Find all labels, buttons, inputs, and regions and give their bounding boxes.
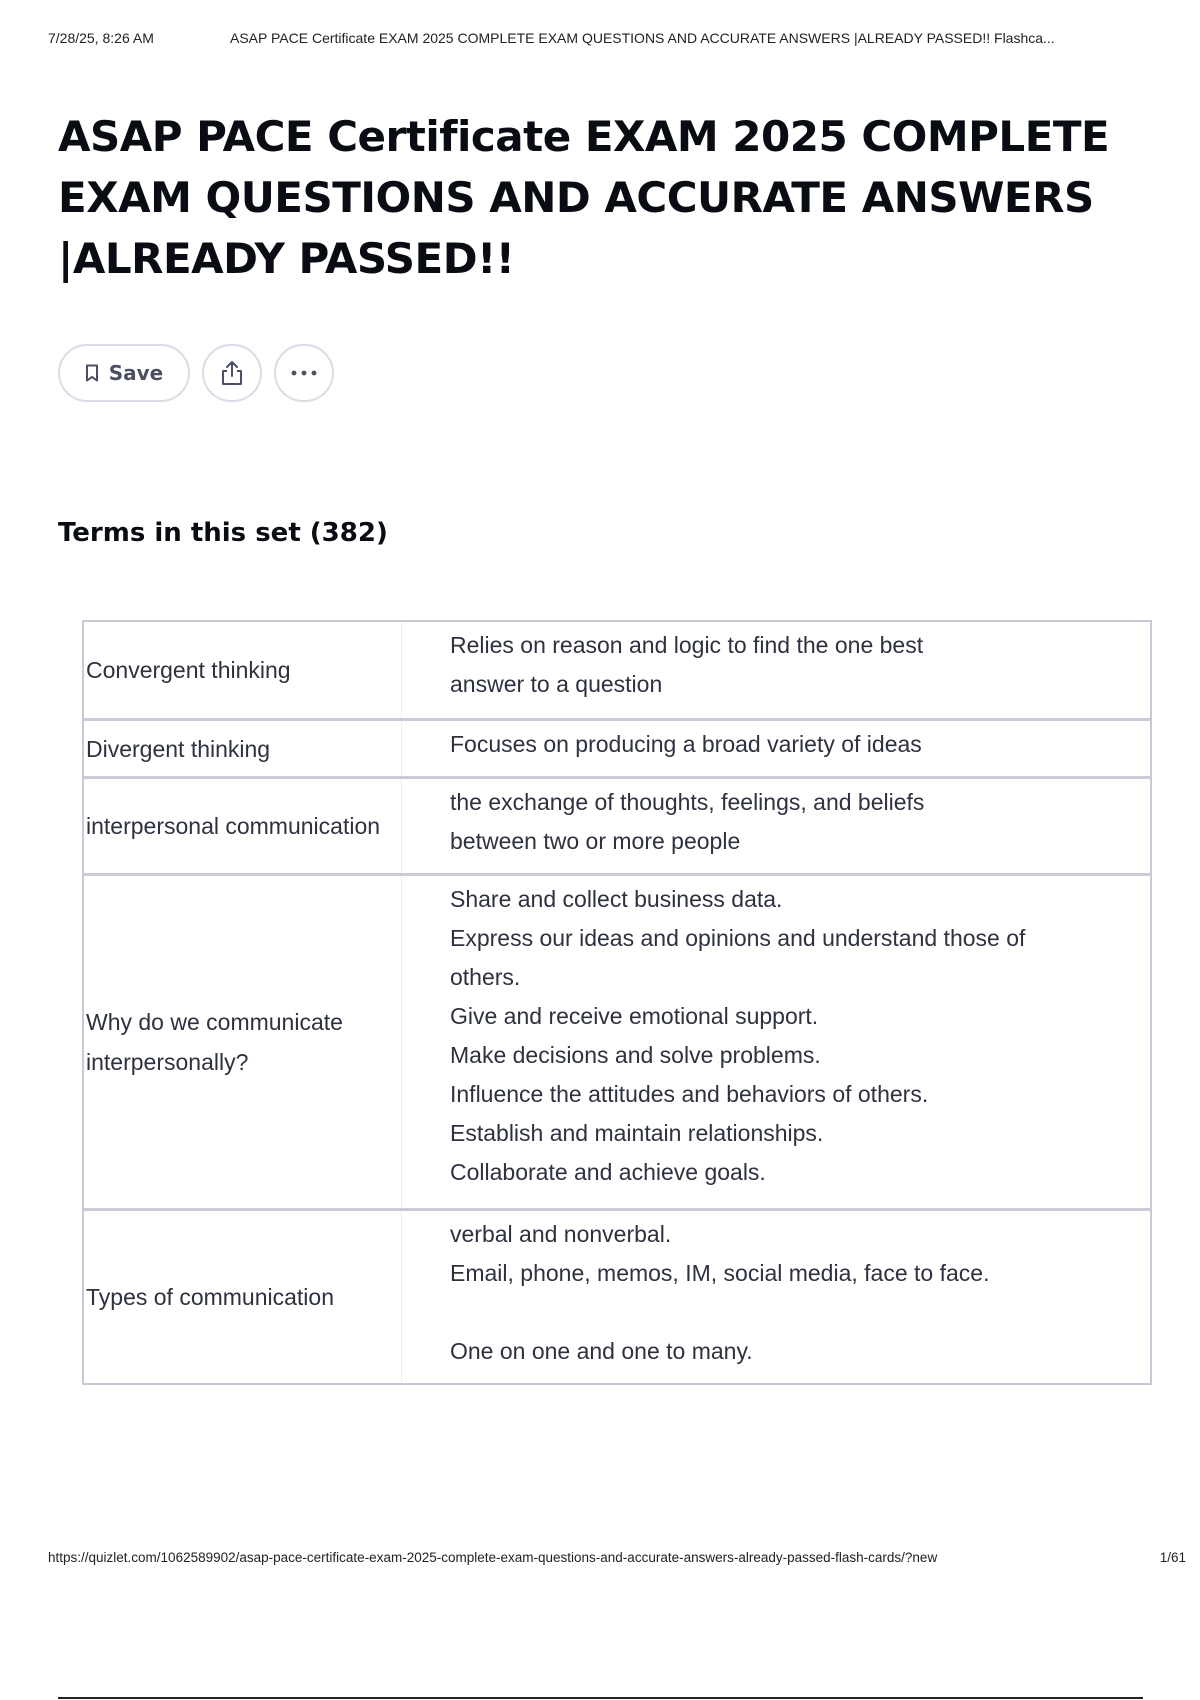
definition-line: the exchange of thoughts, feelings, and beliefs between two or more people bbox=[450, 789, 925, 854]
definition-line: Make decisions and solve problems. bbox=[450, 1042, 821, 1068]
definition-text bbox=[402, 1211, 1150, 1383]
term-row bbox=[84, 776, 1150, 873]
term-text: Types of communication bbox=[84, 1211, 402, 1383]
definition-line: Share and collect business data. bbox=[450, 886, 783, 912]
term-row bbox=[84, 622, 1150, 718]
definition-text bbox=[402, 622, 1010, 718]
bookmark-icon bbox=[85, 364, 99, 382]
definition-line: verbal and nonverbal. bbox=[450, 1221, 672, 1247]
definition-line: Establish and maintain relationships. bbox=[450, 1120, 824, 1146]
print-page-number: 1/61 bbox=[1159, 1550, 1186, 1565]
more-options-button[interactable] bbox=[274, 344, 334, 402]
definition-line: Influence the attitudes and behaviors of others. bbox=[450, 1081, 929, 1107]
term-row bbox=[84, 718, 1150, 776]
more-horizontal-icon bbox=[291, 370, 317, 376]
save-button-label: Save bbox=[108, 361, 164, 385]
print-url: https://quizlet.com/1062589902/asap-pace-certificate-exam-2025-complete-exam-questions-and-accurate-answers-already-passed-flash-cards/?new bbox=[48, 1550, 938, 1565]
term-text: interpersonal communication bbox=[84, 779, 402, 873]
definition-line: Focuses on producing a broad variety of ideas bbox=[450, 731, 922, 757]
terms-table bbox=[82, 620, 1152, 1385]
term-row bbox=[84, 1208, 1150, 1383]
definition-line: Express our ideas and opinions and understand those of others. bbox=[450, 925, 1026, 990]
bottom-divider bbox=[58, 1697, 1143, 1699]
terms-heading: Terms in this set (382) bbox=[58, 518, 388, 548]
definition-line: Give and receive emotional support. bbox=[450, 1003, 819, 1029]
share-icon bbox=[220, 360, 244, 386]
term-text: Divergent thinking bbox=[84, 721, 402, 776]
definition-line bbox=[450, 1293, 1110, 1332]
term-text: Why do we communicate interpersonally? bbox=[84, 876, 402, 1208]
definition-line: Relies on reason and logic to find the one best answer to a question bbox=[450, 632, 924, 697]
definition-line: One on one and one to many. bbox=[450, 1338, 753, 1364]
term-text: Convergent thinking bbox=[84, 622, 402, 718]
definition-line: Collaborate and achieve goals. bbox=[450, 1159, 766, 1185]
share-button[interactable] bbox=[202, 344, 262, 402]
action-bar bbox=[58, 344, 334, 402]
page-title: ASAP PACE Certificate EXAM 2025 COMPLETE EXAM QUESTIONS AND ACCURATE ANSWERS |ALREADY PASSED!! bbox=[58, 112, 1110, 283]
print-datetime: 7/28/25, 8:26 AM bbox=[48, 30, 154, 46]
term-row bbox=[84, 873, 1150, 1208]
definition-line: Email, phone, memos, IM, social media, face to face. bbox=[450, 1260, 990, 1286]
definition-text bbox=[402, 876, 1090, 1208]
definition-text bbox=[402, 779, 1010, 873]
definition-text bbox=[402, 721, 1150, 776]
save-button[interactable] bbox=[58, 344, 190, 402]
print-document-title: ASAP PACE Certificate EXAM 2025 COMPLETE EXAM QUESTIONS AND ACCURATE ANSWERS |ALREADY PASSED!! Flashca... bbox=[230, 30, 1055, 46]
